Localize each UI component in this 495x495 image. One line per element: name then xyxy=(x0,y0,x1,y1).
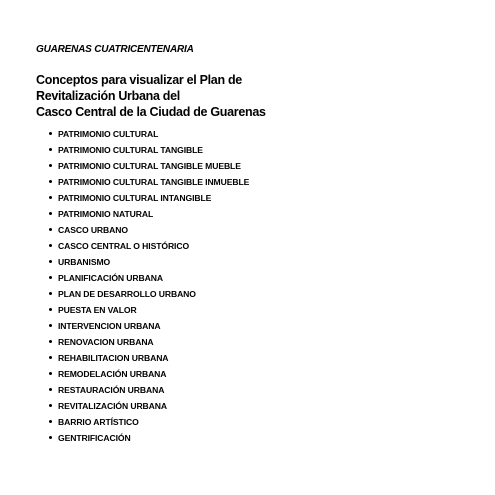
bullet-icon xyxy=(49,388,52,391)
bullet-icon xyxy=(49,260,52,263)
list-item-label: PATRIMONIO CULTURAL TANGIBLE xyxy=(58,145,203,155)
list-item-label: REVITALIZACIÓN URBANA xyxy=(58,401,167,411)
bullet-icon xyxy=(49,244,52,247)
bullet-icon xyxy=(49,436,52,439)
title-line: Revitalización Urbana del xyxy=(36,89,180,103)
list-item-label: URBANISMO xyxy=(58,257,111,267)
bullet-icon xyxy=(49,308,52,311)
title-line: Casco Central de la Ciudad de Guarenas xyxy=(36,105,266,119)
bullet-icon xyxy=(49,292,52,295)
document-title xyxy=(36,72,266,120)
bullet-icon xyxy=(49,356,52,359)
bullet-icon xyxy=(49,420,52,423)
list-item-label: REHABILITACION URBANA xyxy=(58,353,169,363)
list-item-label: PATRIMONIO CULTURAL INTANGIBLE xyxy=(58,193,212,203)
document-header: GUARENAS CUATRICENTENARIA xyxy=(36,44,194,55)
title-line: Conceptos para visualizar el Plan de xyxy=(36,73,242,87)
bullet-icon xyxy=(49,212,52,215)
list-item-label: GENTRIFICACIÓN xyxy=(58,433,131,443)
list-item-label: PLANIFICACIÓN URBANA xyxy=(58,273,163,283)
list-item-label: BARRIO ARTÍSTICO xyxy=(58,417,139,427)
bullet-icon xyxy=(49,324,52,327)
list-item-label: PUESTA EN VALOR xyxy=(58,305,137,315)
bullet-icon xyxy=(49,276,52,279)
list-item-label: CASCO URBANO xyxy=(58,225,128,235)
bullet-icon xyxy=(49,404,52,407)
bullet-icon xyxy=(49,372,52,375)
bullet-icon xyxy=(49,148,52,151)
bullet-icon xyxy=(49,340,52,343)
list-item-label: REMODELACIÓN URBANA xyxy=(58,369,167,379)
list-item-label: INTERVENCION URBANA xyxy=(58,321,161,331)
list-item-label: RENOVACION URBANA xyxy=(58,337,154,347)
bullet-icon xyxy=(49,180,52,183)
bullet-icon xyxy=(49,164,52,167)
bullet-icon xyxy=(49,228,52,231)
list-item-label: PATRIMONIO CULTURAL TANGIBLE INMUEBLE xyxy=(58,177,250,187)
bullet-icon xyxy=(49,196,52,199)
list-item-label: PLAN DE DESARROLLO URBANO xyxy=(58,289,196,299)
bullet-icon xyxy=(49,132,52,135)
list-item-label: PATRIMONIO CULTURAL xyxy=(58,129,159,139)
list-item-label: RESTAURACIÓN URBANA xyxy=(58,385,165,395)
list-item-label: PATRIMONIO NATURAL xyxy=(58,209,154,219)
list-item-label: CASCO CENTRAL O HISTÓRICO xyxy=(58,241,190,251)
list-item-label: PATRIMONIO CULTURAL TANGIBLE MUEBLE xyxy=(58,161,241,171)
